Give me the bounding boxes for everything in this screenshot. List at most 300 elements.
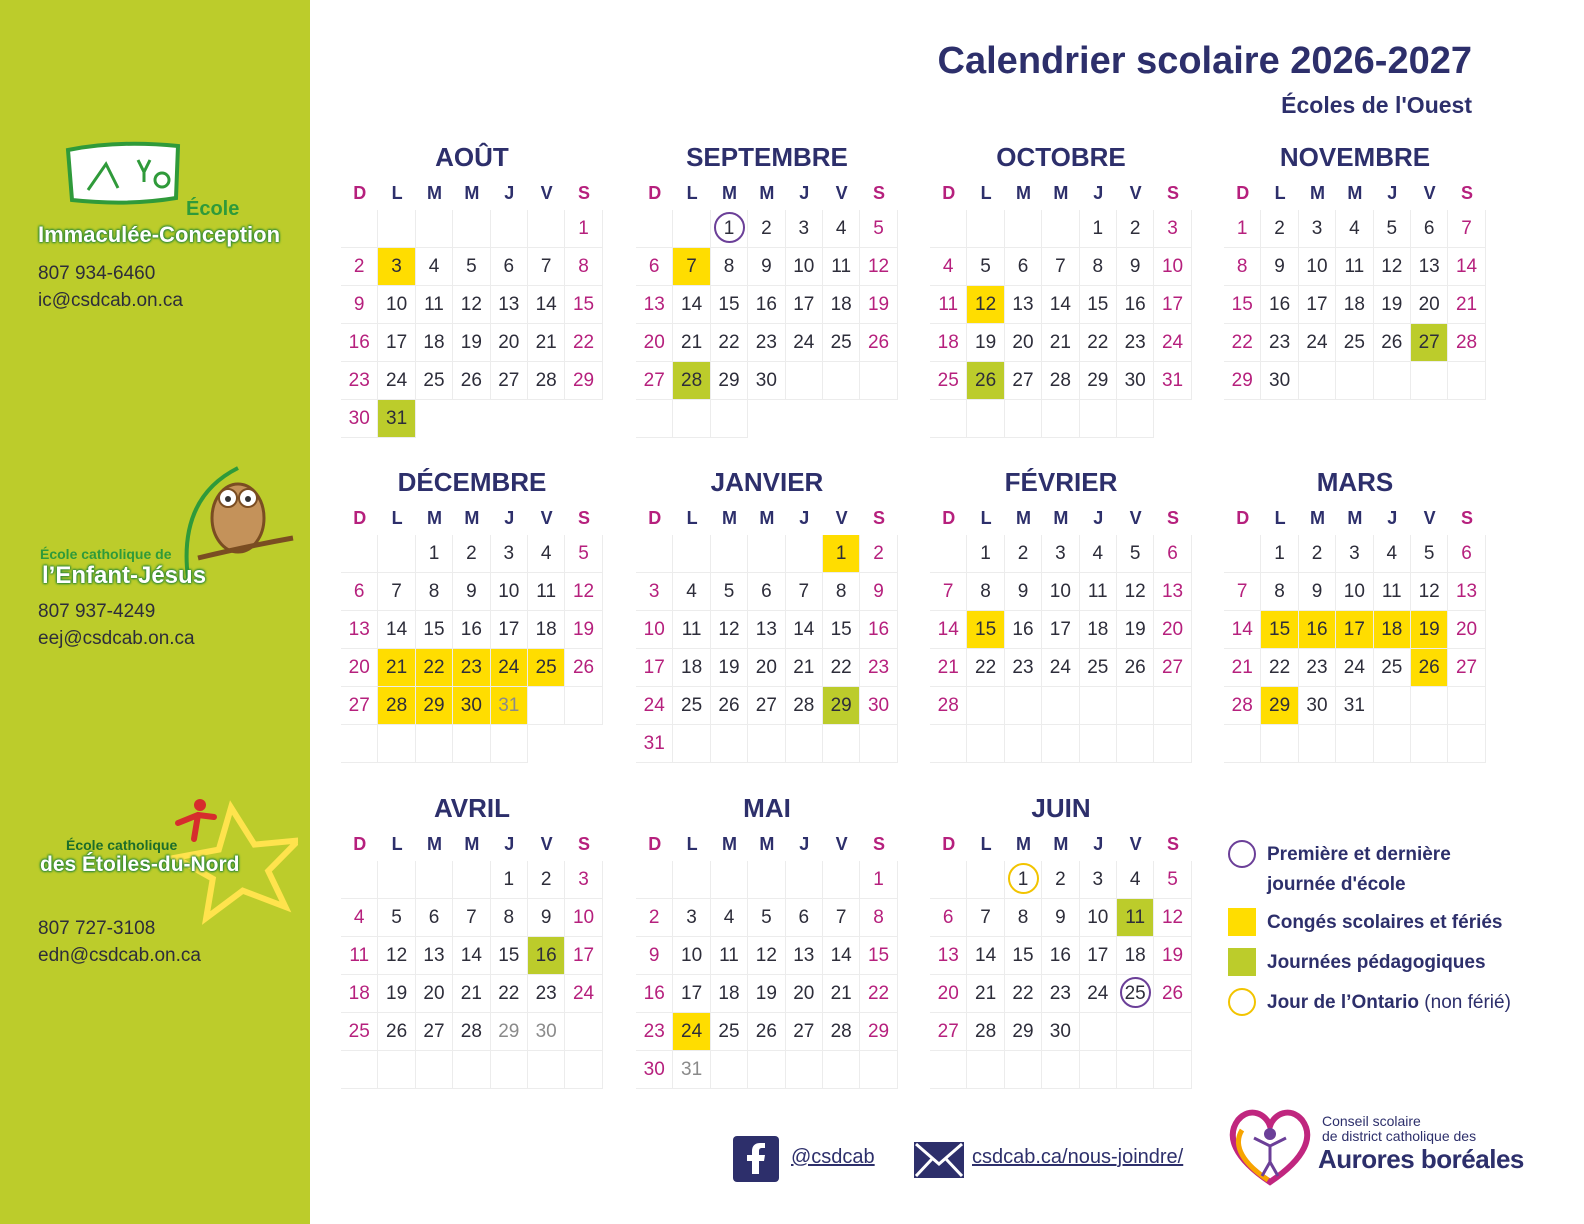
- day-number: 25: [718, 1021, 740, 1042]
- day-cell: [748, 975, 785, 1013]
- day-cell: [1299, 687, 1336, 725]
- day-cell: [930, 937, 967, 975]
- day-number: 11: [719, 945, 739, 966]
- day-number: 11: [424, 294, 444, 315]
- day-cell: [711, 937, 748, 975]
- day-number: 4: [1092, 543, 1104, 564]
- day-number: 23: [1306, 657, 1328, 678]
- weekday-label: V: [540, 834, 553, 854]
- mail-icon[interactable]: [912, 1140, 966, 1180]
- empty-cell: [930, 400, 967, 438]
- day-cell: [1299, 573, 1336, 611]
- day-cell: [1224, 210, 1261, 248]
- day-number: 24: [572, 983, 595, 1004]
- day-number: 7: [391, 581, 402, 602]
- empty-cell: [823, 362, 860, 400]
- school-email[interactable]: edn@csdcab.on.ca: [38, 945, 201, 966]
- day-cell: [1261, 687, 1298, 725]
- weekday-label: S: [1167, 183, 1180, 203]
- school-email[interactable]: eej@csdcab.on.ca: [38, 628, 195, 649]
- legend-pedagogical: [1226, 944, 1566, 984]
- weekday-header: [930, 501, 1192, 535]
- day-cell: [860, 649, 897, 687]
- empty-cell: [341, 210, 378, 248]
- day-cell: [1448, 210, 1485, 248]
- day-cell: [341, 286, 378, 324]
- weekday-label: V: [540, 508, 553, 528]
- day-number: 19: [1381, 294, 1403, 315]
- day-cell: [565, 573, 602, 611]
- day-number: 25: [830, 332, 852, 353]
- day-cell: [1042, 248, 1079, 286]
- weekday-label: J: [1387, 183, 1398, 203]
- day-number: 31: [681, 1059, 703, 1080]
- day-cell: [528, 535, 565, 573]
- day-number: 17: [1306, 294, 1328, 315]
- day-number: 22: [1231, 332, 1253, 353]
- weekday-label: M: [464, 183, 480, 203]
- day-cell: [1411, 248, 1448, 286]
- school-name-top: École: [186, 198, 240, 220]
- day-cell: [1336, 535, 1373, 573]
- day-number: 12: [460, 294, 482, 315]
- day-cell: [1224, 248, 1261, 286]
- day-number: 18: [535, 619, 557, 640]
- day-number: 26: [386, 1021, 408, 1042]
- weekday-header: [930, 176, 1192, 210]
- empty-cell: [1374, 362, 1411, 400]
- empty-cell: [1080, 687, 1117, 725]
- weekday-label: L: [686, 508, 698, 528]
- day-cell: [748, 687, 785, 725]
- day-cell: [1117, 649, 1154, 687]
- day-cell: [1336, 687, 1373, 725]
- day-cell: [1005, 861, 1042, 899]
- day-cell: [1005, 937, 1042, 975]
- empty-cell: [967, 210, 1004, 248]
- day-number: 23: [1049, 983, 1071, 1004]
- day-cell: [673, 324, 710, 362]
- empty-cell: [1005, 210, 1042, 248]
- day-number: 21: [793, 657, 815, 678]
- weekday-label: M: [759, 183, 775, 203]
- day-cell: [860, 324, 897, 362]
- day-cell: [636, 649, 673, 687]
- day-cell: [1374, 611, 1411, 649]
- empty-cell: [786, 535, 823, 573]
- day-cell: [491, 611, 528, 649]
- empty-cell: [1005, 687, 1042, 725]
- day-cell: [786, 286, 823, 324]
- day-number: 3: [503, 543, 515, 564]
- day-number: 28: [937, 695, 959, 716]
- empty-cell: [748, 535, 785, 573]
- day-cell: [1448, 611, 1485, 649]
- day-cell: [341, 573, 378, 611]
- day-cell: [341, 899, 378, 937]
- day-number: 7: [1461, 218, 1472, 239]
- day-number: 10: [793, 256, 815, 277]
- empty-cell: [378, 725, 415, 763]
- empty-cell: [491, 210, 528, 248]
- day-number: 17: [643, 657, 665, 678]
- day-cell: [673, 649, 710, 687]
- day-number: 20: [498, 332, 520, 353]
- day-grid: [341, 535, 603, 763]
- day-number: 4: [428, 256, 440, 277]
- day-cell: [491, 324, 528, 362]
- day-number: 4: [723, 907, 735, 928]
- day-cell: [967, 611, 1004, 649]
- day-number: 21: [830, 983, 852, 1004]
- school-immaculee-conception: [38, 140, 308, 314]
- day-cell: [673, 573, 710, 611]
- day-number: 27: [755, 695, 777, 716]
- empty-cell: [1154, 725, 1191, 763]
- empty-cell: [636, 535, 673, 573]
- day-number: 14: [793, 619, 815, 640]
- day-cell: [711, 687, 748, 725]
- day-number: 20: [1455, 619, 1478, 640]
- empty-cell: [711, 1051, 748, 1089]
- empty-cell: [967, 400, 1004, 438]
- day-cell: [1374, 573, 1411, 611]
- day-cell: [1005, 248, 1042, 286]
- day-number: 1: [723, 218, 735, 239]
- weekday-label: D: [648, 183, 662, 203]
- empty-cell: [1117, 1013, 1154, 1051]
- day-number: 12: [975, 294, 997, 315]
- day-number: 13: [755, 619, 777, 640]
- day-number: 18: [1381, 619, 1403, 640]
- day-cell: [491, 535, 528, 573]
- day-cell: [565, 649, 602, 687]
- weekday-label: J: [1093, 183, 1104, 203]
- day-cell: [673, 611, 710, 649]
- empty-cell: [711, 725, 748, 763]
- day-cell: [1005, 573, 1042, 611]
- day-number: 15: [1269, 619, 1291, 640]
- day-number: 6: [1167, 543, 1178, 564]
- day-number: 23: [867, 657, 890, 678]
- day-cell: [967, 649, 1004, 687]
- weekday-label: D: [942, 508, 956, 528]
- day-cell: [636, 937, 673, 975]
- day-cell: [636, 975, 673, 1013]
- day-cell: [860, 535, 897, 573]
- day-number: 30: [1306, 695, 1328, 716]
- day-number: 8: [873, 907, 884, 928]
- day-number: 13: [937, 945, 959, 966]
- day-cell: [565, 975, 602, 1013]
- day-cell: [528, 937, 565, 975]
- day-number: 11: [938, 294, 959, 315]
- day-cell: [711, 899, 748, 937]
- day-number: 9: [1017, 581, 1029, 602]
- day-number: 14: [1231, 619, 1253, 640]
- day-number: 5: [391, 907, 402, 928]
- empty-cell: [636, 400, 673, 438]
- empty-cell: [930, 210, 967, 248]
- day-cell: [930, 649, 967, 687]
- day-number: 31: [643, 733, 665, 754]
- day-cell: [748, 210, 785, 248]
- day-cell: [748, 1013, 785, 1051]
- day-cell: [786, 937, 823, 975]
- empty-cell: [1374, 725, 1411, 763]
- day-number: 24: [793, 332, 815, 353]
- day-number: 9: [1274, 256, 1285, 277]
- day-cell: [1299, 210, 1336, 248]
- empty-cell: [453, 210, 490, 248]
- day-number: 11: [1087, 581, 1108, 602]
- day-number: 10: [386, 294, 408, 315]
- day-number: 16: [1269, 294, 1291, 315]
- day-number: 7: [1236, 581, 1248, 602]
- day-grid: [636, 861, 898, 1089]
- day-number: 23: [1012, 657, 1034, 678]
- day-cell: [636, 1051, 673, 1089]
- day-cell: [1080, 535, 1117, 573]
- weekday-label: D: [648, 834, 662, 854]
- day-cell: [416, 573, 453, 611]
- day-number: 20: [1161, 619, 1184, 640]
- weekday-label: L: [686, 834, 698, 854]
- day-number: 24: [1049, 657, 1071, 678]
- day-cell: [636, 611, 673, 649]
- day-number: 8: [578, 256, 589, 277]
- empty-cell: [341, 861, 378, 899]
- day-cell: [416, 362, 453, 400]
- day-number: 25: [423, 370, 445, 391]
- month-name: AVRIL: [433, 793, 511, 823]
- day-number: 2: [761, 218, 772, 239]
- day-number: 10: [498, 581, 520, 602]
- day-cell: [930, 1013, 967, 1051]
- day-number: 29: [718, 370, 740, 391]
- contact-link[interactable]: csdcab.ca/nous-joindre/: [972, 1146, 1184, 1168]
- day-number: 25: [937, 370, 959, 391]
- day-number: 30: [867, 695, 890, 716]
- month-name: NOVEMBRE: [1279, 142, 1431, 172]
- day-cell: [1299, 248, 1336, 286]
- weekday-label: M: [1347, 508, 1363, 528]
- day-cell: [1336, 611, 1373, 649]
- day-number: 8: [980, 581, 991, 602]
- day-cell: [1154, 899, 1191, 937]
- empty-cell: [967, 861, 1004, 899]
- day-number: 21: [386, 657, 408, 678]
- school-phone: 807 934-6460: [38, 263, 156, 284]
- day-cell: [673, 937, 710, 975]
- weekday-label: J: [1093, 508, 1104, 528]
- day-cell: [967, 975, 1004, 1013]
- day-cell: [378, 687, 415, 725]
- day-cell: [786, 324, 823, 362]
- day-cell: [1117, 210, 1154, 248]
- day-number: 27: [1012, 370, 1034, 391]
- day-cell: [1080, 573, 1117, 611]
- day-cell: [748, 937, 785, 975]
- day-number: 2: [540, 869, 552, 890]
- green-square-icon: [1228, 948, 1256, 976]
- day-cell: [528, 573, 565, 611]
- day-number: 24: [681, 1021, 703, 1042]
- day-number: 30: [755, 370, 777, 391]
- day-cell: [453, 535, 490, 573]
- day-number: 29: [1269, 695, 1291, 716]
- month-8: [341, 789, 603, 1089]
- day-cell: [711, 286, 748, 324]
- day-number: 6: [761, 581, 772, 602]
- day-number: 23: [535, 983, 557, 1004]
- day-number: 22: [1012, 983, 1034, 1004]
- day-number: 18: [1124, 945, 1146, 966]
- yellow-square-icon: [1228, 908, 1256, 936]
- day-cell: [1005, 286, 1042, 324]
- day-cell: [636, 725, 673, 763]
- day-number: 30: [643, 1059, 665, 1080]
- weekday-label: V: [540, 183, 553, 203]
- day-number: 1: [578, 218, 589, 239]
- day-number: 4: [1386, 543, 1398, 564]
- day-number: 15: [867, 945, 890, 966]
- day-cell: [748, 324, 785, 362]
- day-number: 15: [1012, 945, 1034, 966]
- day-number: 11: [1344, 256, 1365, 277]
- day-cell: [823, 535, 860, 573]
- facebook-icon[interactable]: [733, 1136, 779, 1182]
- empty-cell: [1080, 1013, 1117, 1051]
- day-cell: [528, 324, 565, 362]
- day-cell: [1411, 649, 1448, 687]
- day-cell: [930, 362, 967, 400]
- day-number: 21: [681, 332, 703, 353]
- day-number: 30: [348, 408, 370, 429]
- day-number: 9: [873, 581, 884, 602]
- day-cell: [1042, 975, 1079, 1013]
- empty-cell: [930, 861, 967, 899]
- day-number: 5: [980, 256, 991, 277]
- day-cell: [1261, 210, 1298, 248]
- day-number: 8: [1274, 581, 1285, 602]
- weekday-header: [341, 827, 603, 861]
- day-cell: [453, 611, 490, 649]
- day-cell: [673, 1013, 710, 1051]
- day-number: 2: [648, 907, 660, 928]
- school-phone: 807 727-3108: [38, 918, 156, 939]
- day-number: 14: [681, 294, 703, 315]
- weekday-label: D: [1236, 508, 1250, 528]
- day-cell: [491, 362, 528, 400]
- empty-cell: [378, 1051, 415, 1089]
- day-number: 5: [466, 256, 477, 277]
- empty-cell: [565, 1013, 602, 1051]
- empty-cell: [967, 687, 1004, 725]
- weekday-label: L: [686, 183, 698, 203]
- empty-cell: [416, 210, 453, 248]
- day-number: 13: [423, 945, 445, 966]
- day-cell: [967, 324, 1004, 362]
- day-number: 2: [1311, 543, 1323, 564]
- day-cell: [565, 248, 602, 286]
- facebook-link[interactable]: @csdcab: [791, 1146, 875, 1168]
- day-cell: [636, 573, 673, 611]
- day-number: 22: [1087, 332, 1109, 353]
- day-number: 1: [980, 543, 991, 564]
- empty-cell: [1154, 1051, 1191, 1089]
- day-cell: [711, 649, 748, 687]
- day-cell: [378, 248, 415, 286]
- day-number: 2: [1055, 869, 1066, 890]
- empty-cell: [341, 1051, 378, 1089]
- legend-label: Journées pédagogiques: [1267, 952, 1486, 973]
- day-cell: [565, 362, 602, 400]
- day-number: 31: [1343, 695, 1365, 716]
- legend: [1226, 836, 1566, 1024]
- day-cell: [378, 649, 415, 687]
- day-number: 15: [718, 294, 740, 315]
- day-number: 16: [643, 983, 665, 1004]
- purple-ring-icon: [1228, 840, 1256, 868]
- month-7: [1224, 463, 1486, 763]
- weekday-label: V: [835, 834, 848, 854]
- day-cell: [341, 324, 378, 362]
- weekday-label: M: [759, 834, 775, 854]
- day-cell: [673, 286, 710, 324]
- day-cell: [967, 535, 1004, 573]
- day-number: 1: [873, 869, 884, 890]
- day-number: 19: [755, 983, 777, 1004]
- day-number: 25: [348, 1021, 370, 1042]
- day-number: 14: [386, 619, 408, 640]
- day-cell: [1154, 248, 1191, 286]
- day-number: 18: [1343, 294, 1365, 315]
- day-cell: [341, 975, 378, 1013]
- school-email[interactable]: ic@csdcab.on.ca: [38, 290, 183, 311]
- day-cell: [860, 899, 897, 937]
- day-cell: [711, 611, 748, 649]
- month-name: MAI: [743, 793, 791, 823]
- day-cell: [1042, 1013, 1079, 1051]
- day-number: 4: [1349, 218, 1360, 239]
- day-number: 13: [348, 619, 370, 640]
- day-number: 3: [1092, 869, 1104, 890]
- day-number: 23: [1124, 332, 1146, 353]
- day-cell: [1261, 649, 1298, 687]
- day-cell: [860, 861, 897, 899]
- day-number: 26: [1124, 657, 1146, 678]
- day-cell: [1154, 362, 1191, 400]
- empty-cell: [1117, 687, 1154, 725]
- day-number: 2: [873, 543, 884, 564]
- day-cell: [1261, 324, 1298, 362]
- day-number: 25: [681, 695, 703, 716]
- day-number: 18: [423, 332, 445, 353]
- day-cell: [453, 687, 490, 725]
- empty-cell: [1117, 725, 1154, 763]
- weekday-label: J: [799, 834, 810, 854]
- empty-cell: [967, 725, 1004, 763]
- day-cell: [673, 1051, 710, 1089]
- day-cell: [341, 1013, 378, 1051]
- day-grid: [341, 210, 603, 438]
- day-number: 12: [1124, 581, 1146, 602]
- empty-cell: [1411, 725, 1448, 763]
- empty-cell: [1411, 362, 1448, 400]
- empty-cell: [1224, 725, 1261, 763]
- weekday-label: M: [1053, 834, 1069, 854]
